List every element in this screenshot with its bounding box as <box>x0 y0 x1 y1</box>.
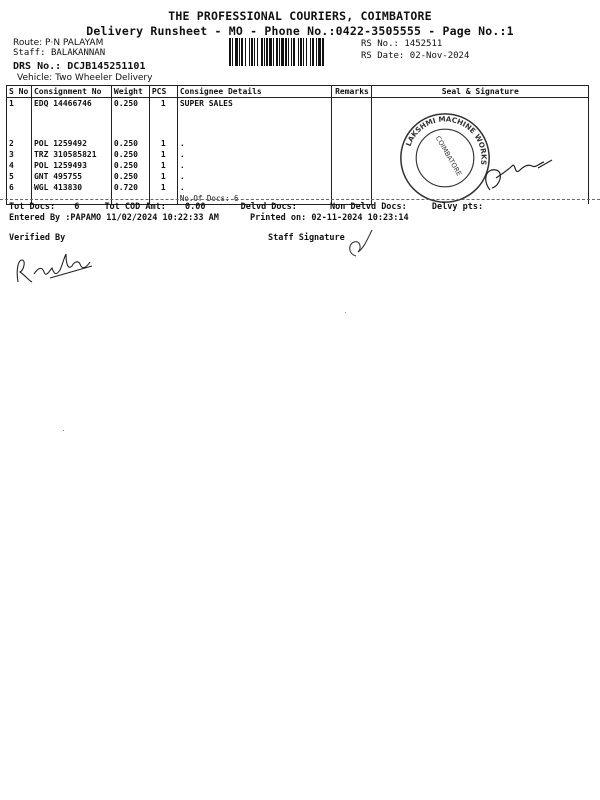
printed-on: Printed on: 02-11-2024 10:23:14 <box>249 213 409 223</box>
row-sno: 1 <box>7 98 32 138</box>
row-consignee: . <box>177 160 332 171</box>
route-label: Route: <box>13 38 43 48</box>
barcode <box>229 38 355 66</box>
drs-value: DCJB145251101 <box>67 61 146 72</box>
rs-no-label: RS No.: <box>361 39 399 49</box>
delvy-pts-label: Delvy pts: <box>431 202 484 212</box>
vehicle-value: Two Wheeler Delivery <box>55 73 153 83</box>
row-weight: 0.250 <box>111 138 149 149</box>
barcode-bar <box>324 38 325 66</box>
row-remarks <box>332 171 372 182</box>
col-pcs: PCS <box>149 86 177 98</box>
row-weight: 0.720 <box>111 182 149 193</box>
row-pcs: 1 <box>149 98 177 138</box>
table-header-row <box>7 86 589 98</box>
row-pcs: 1 <box>149 149 177 160</box>
receiver-signature <box>478 150 558 198</box>
company-title: THE PROFESSIONAL COURIERS, COIMBATORE <box>168 9 432 23</box>
non-delvd-docs-label: Non Delvd Docs: <box>330 202 407 212</box>
row-pcs: 1 <box>149 171 177 182</box>
entry-line <box>9 213 409 223</box>
rs-date-line <box>361 51 469 61</box>
row-pcs: 1 <box>149 160 177 171</box>
verifier-signature <box>10 244 96 288</box>
tot-cod-label: Tot COD Amt: <box>104 202 166 212</box>
rs-date-value: 02-Nov-2024 <box>409 51 470 61</box>
runsheet-subtitle: Delivery Runsheet - MO - Phone No.:0422-3505555 - Page No.:1 <box>86 24 514 38</box>
table-row <box>7 98 589 138</box>
speck-mark <box>63 430 64 431</box>
row-sno: 6 <box>7 182 32 193</box>
staff-value: BALAKANNAN <box>50 48 106 58</box>
row-sno: 5 <box>7 171 32 182</box>
drs-line <box>13 61 145 72</box>
speck-mark <box>345 312 346 313</box>
col-weight: Weight <box>111 86 149 98</box>
route-value: P·N PALAYAM <box>45 38 104 48</box>
row-weight: 0.250 <box>111 160 149 171</box>
drs-label: DRS No.: <box>13 61 62 72</box>
col-consignment: Consignment No <box>31 86 111 98</box>
row-weight: 0.250 <box>111 171 149 182</box>
route-line <box>13 38 103 48</box>
row-remarks <box>332 160 372 171</box>
row-remarks <box>332 138 372 149</box>
vehicle-line <box>17 73 152 83</box>
row-consignee: . <box>177 171 332 182</box>
staff-signature-label: Staff Signature <box>268 233 345 243</box>
staff-line <box>13 48 105 58</box>
col-consignee: Consignee Details <box>177 86 332 98</box>
verified-by-label: Verified By <box>9 233 66 243</box>
row-consignee: . <box>177 149 332 160</box>
staff-label: Staff: <box>13 48 46 58</box>
row-consignment: POL 1259493 <box>31 160 111 171</box>
row-consignee: . <box>177 182 332 193</box>
col-remarks: Remarks <box>332 86 372 98</box>
rs-no-value: 1452511 <box>404 39 443 49</box>
stamp-text: LAKSHMI MACHINE WORKS <box>403 114 489 166</box>
separator-line <box>0 199 600 200</box>
row-pcs: 1 <box>149 182 177 193</box>
row-consignment: EDQ 14466746 <box>31 98 111 138</box>
row-consignment: GNT 495755 <box>31 171 111 182</box>
row-remarks <box>332 149 372 160</box>
row-remarks <box>332 98 372 138</box>
summary-line <box>9 202 483 212</box>
no-of-docs: No.Of Docs: 6 <box>177 193 332 205</box>
row-weight: 0.250 <box>111 98 149 138</box>
row-remarks <box>332 182 372 193</box>
stamp-inner-text: COIMBATORE <box>433 134 464 178</box>
row-weight: 0.250 <box>111 149 149 160</box>
row-consignment: WGL 413830 <box>31 182 111 193</box>
row-consignee: . <box>177 138 332 149</box>
col-seal: Seal & Signature <box>372 86 589 98</box>
row-consignment: POL 1259492 <box>31 138 111 149</box>
tot-docs-value: 6 <box>74 202 80 212</box>
rs-no-line <box>361 39 442 49</box>
delvd-docs-label: Delvd Docs: <box>240 202 297 212</box>
tot-docs-label: Tot Docs: <box>9 202 56 212</box>
staff-signature-mark <box>342 226 378 262</box>
row-sno: 4 <box>7 160 32 171</box>
col-sno: S No <box>7 86 32 98</box>
entered-by: Entered By :PAPAMO 11/02/2024 10:22:33 AM <box>9 213 219 223</box>
rs-date-label: RS Date: <box>361 51 405 61</box>
tot-cod-value: 0.00 <box>184 202 206 212</box>
row-consignee: SUPER SALES <box>177 98 332 138</box>
row-sno: 2 <box>7 138 32 149</box>
row-pcs: 1 <box>149 138 177 149</box>
vehicle-label: Vehicle: <box>17 73 53 83</box>
row-sno: 3 <box>7 149 32 160</box>
row-consignment: TRZ 310585821 <box>31 149 111 160</box>
